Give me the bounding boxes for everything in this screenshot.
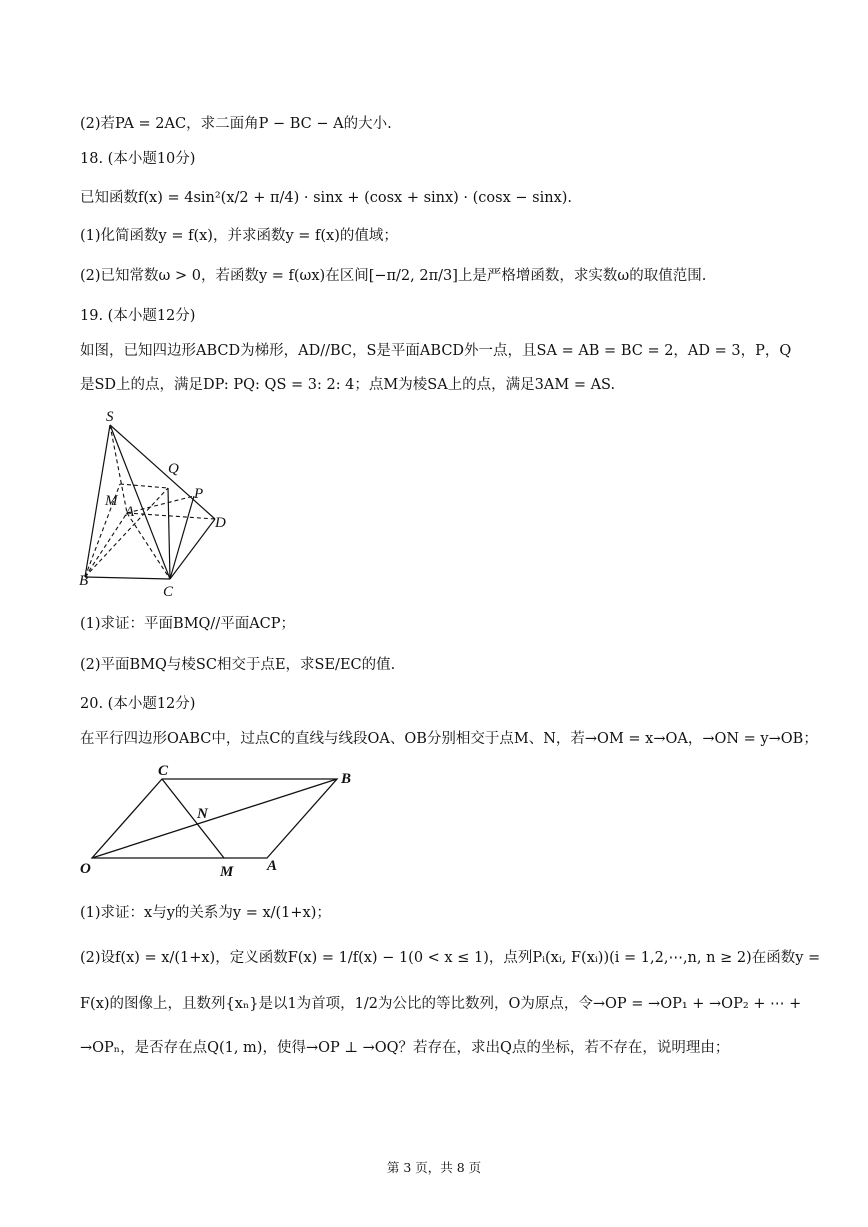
- fig1-label-Q: Q: [168, 461, 179, 477]
- q19-statement-1: 如图，已知四边形ABCD为梯形，AD//BC，S是平面ABCD外一点，且SA = AB = BC = 2，AD = 3，P，Q: [80, 343, 792, 359]
- page-footer: 第 3 页，共 8 页: [386, 1160, 482, 1175]
- q19-heading: 19. (本小题12分): [80, 308, 196, 324]
- q20-part1: (1)求证：x与y的关系为y = x/(1+x)；: [80, 905, 331, 921]
- fig2-label-N: N: [197, 806, 208, 822]
- fig2-label-M: M: [220, 864, 234, 880]
- fig2-label-O: O: [80, 861, 91, 877]
- q20-heading: 20. (本小题12分): [80, 696, 196, 712]
- q20-part2-line2: F(x)的图像上，且数列{xₙ}是以1为首项，1/2为公比的等比数列，O为原点，令→OP = →OP₁ + →OP₂ + ⋯ +: [80, 996, 802, 1012]
- q20-statement: 在平行四边形OABC中，过点C的直线与线段OA、OB分别相交于点M、N，若→OM = x→OA，→ON = y→OB；: [80, 731, 818, 747]
- pyramid-figure: [70, 403, 250, 603]
- q20-part2-line3: →OPₙ，是否存在点Q(1, m)，使得→OP ⊥ →OQ？若存在，求出Q点的坐标，若不存在，说明理由；: [80, 1040, 730, 1056]
- parallelogram-figure: [74, 758, 364, 883]
- fig2-label-C: C: [158, 763, 169, 779]
- fig1-label-P: P: [194, 486, 204, 502]
- q19-statement-2: 是SD上的点，满足DP: PQ: QS = 3: 2: 4；点M为棱SA上的点，满足3AM = AS.: [80, 377, 616, 393]
- q19-part1: (1)求证：平面BMQ//平面ACP；: [80, 616, 296, 632]
- q18-heading: 18. (本小题10分): [80, 151, 196, 167]
- q17-part2: (2)若PA = 2AC，求二面角P − BC − A的大小.: [80, 116, 392, 132]
- fig1-label-D: D: [215, 515, 226, 531]
- fig2-label-A: A: [267, 858, 278, 874]
- fig1-label-C: C: [163, 584, 174, 600]
- q20-part2-line1: (2)设f(x) = x/(1+x)，定义函数F(x) = 1/f(x) − 1(0 < x ≤ 1)，点列Pᵢ(xᵢ, F(xᵢ))(i = 1,2,⋯,n, n ≥ 2)在函数y =: [80, 950, 821, 966]
- fig1-label-M: M: [105, 493, 118, 509]
- fig1-label-A: A: [125, 504, 135, 520]
- q18-function: 已知函数f(x) = 4sin²(x/2 + π/4) · sinx + (cosx + sinx) · (cosx − sinx).: [80, 190, 573, 206]
- fig2-label-B: B: [341, 771, 352, 787]
- fig1-label-S: S: [106, 409, 114, 425]
- q18-part2: (2)已知常数ω > 0，若函数y = f(ωx)在区间[−π/2, 2π/3]上是严格增函数，求实数ω的取值范围.: [80, 268, 707, 284]
- q19-part2: (2)平面BMQ与棱SC相交于点E，求SE/EC的值.: [80, 657, 396, 673]
- fig1-label-B: B: [79, 573, 89, 589]
- q18-part1: (1)化简函数y = f(x)，并求函数y = f(x)的值域；: [80, 228, 398, 244]
